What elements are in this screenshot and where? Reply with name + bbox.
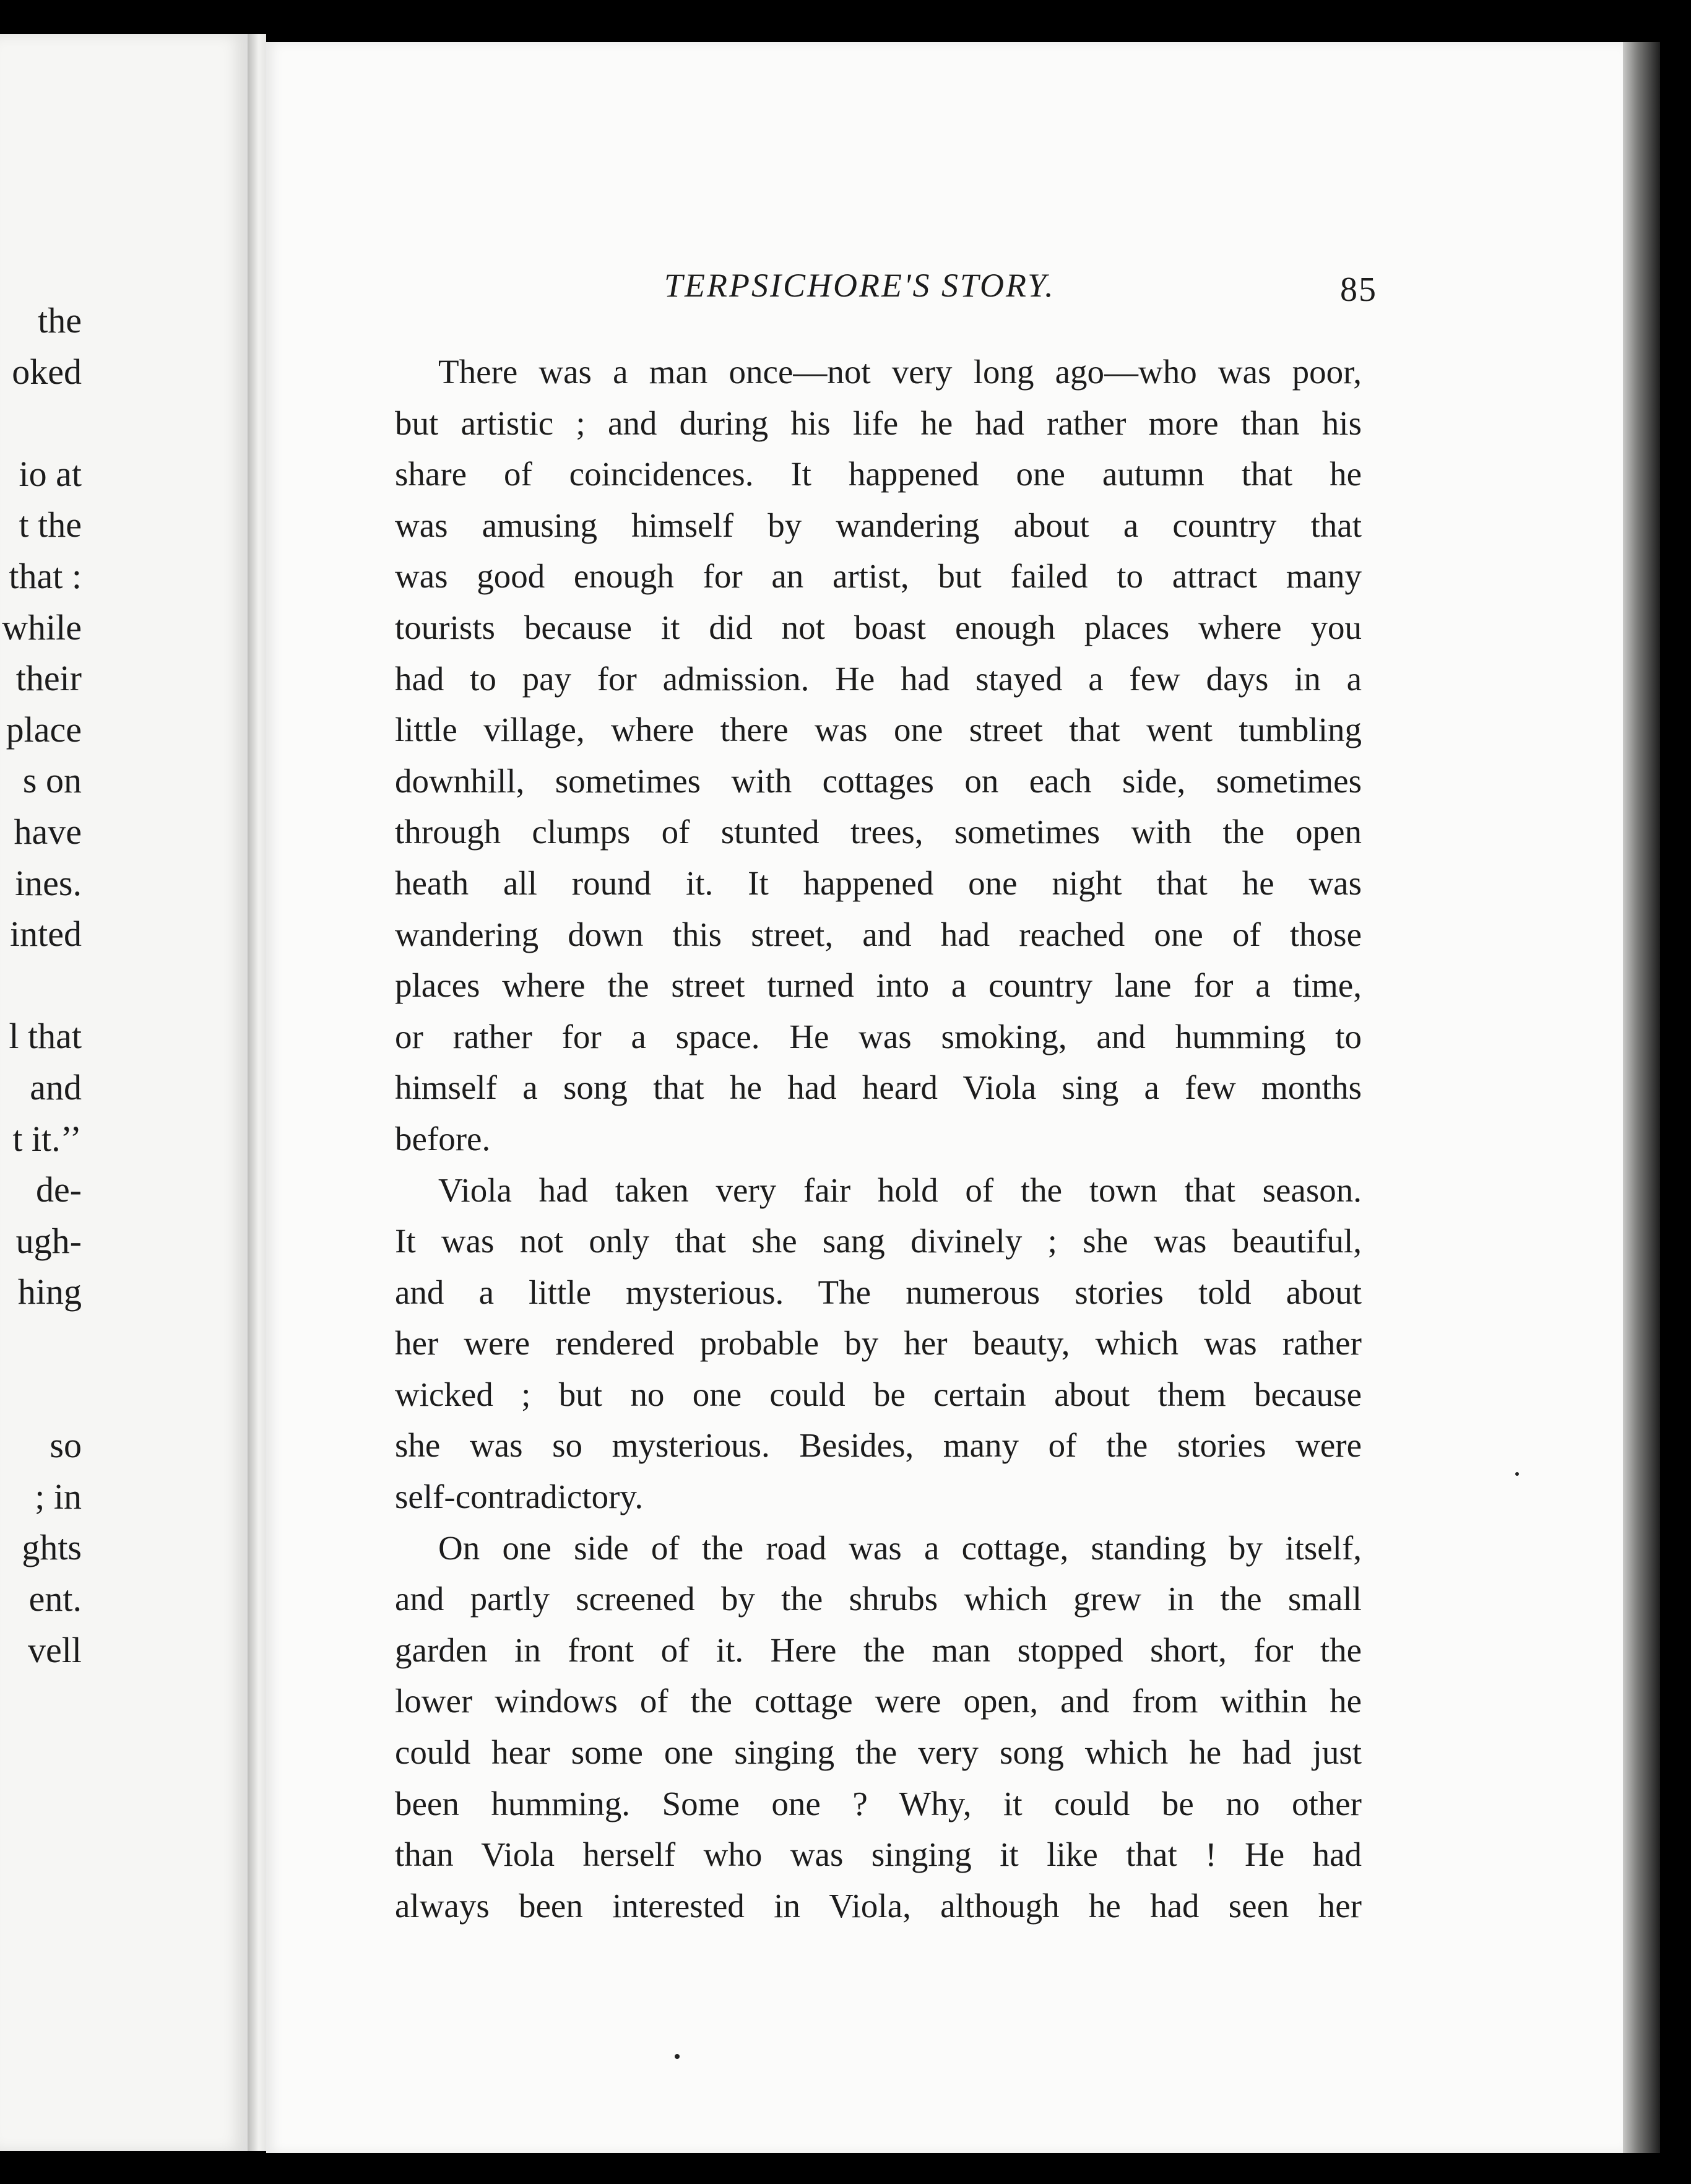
page-number: 85	[1340, 271, 1377, 309]
left-page-line: t the	[19, 505, 82, 545]
paper-speck	[675, 2054, 680, 2059]
text-line: before.	[395, 1119, 491, 1158]
text-line: On one side of the road was a cottage, standing by itself,	[438, 1528, 1362, 1567]
left-page-line: ugh-	[15, 1220, 82, 1261]
text-line: her were rendered probable by her beauty, which was rather	[395, 1324, 1362, 1363]
left-page-line: vell	[28, 1629, 82, 1670]
text-line: but artistic ; and during his life he had rather more than his	[395, 404, 1362, 442]
running-title: TERPSICHORE'S STORY.	[664, 267, 1055, 304]
page-edge	[1623, 42, 1660, 2153]
text-line: wicked ; but no one could be certain about them because	[395, 1375, 1362, 1413]
text-line: and partly screened by the shrubs which grew in the small	[395, 1580, 1362, 1618]
running-head	[266, 266, 1623, 316]
left-page-line: hing	[17, 1272, 82, 1312]
left-page	[0, 34, 251, 2151]
left-page-line: t it.’’	[12, 1118, 82, 1159]
left-page-line: oked	[12, 351, 82, 392]
text-line: was amusing himself by wandering about a country that	[395, 506, 1362, 544]
text-line: downhill, sometimes with cottages on each side, sometimes	[395, 761, 1362, 800]
text-line: she was so mysterious. Besides, many of the stories were	[395, 1426, 1362, 1465]
text-line: tourists because it did not boast enough places where you	[395, 608, 1362, 646]
text-line: had to pay for admission. He had stayed a few days in a	[395, 659, 1362, 698]
left-page-line: place	[6, 709, 82, 750]
left-page-line: s on	[22, 760, 82, 801]
text-line: It was not only that she sang divinely ; she was beautiful,	[395, 1222, 1362, 1260]
left-page-line: ghts	[22, 1527, 82, 1568]
left-page-line: ; in	[35, 1476, 82, 1517]
text-line: Viola had taken very fair hold of the town that season.	[438, 1171, 1362, 1209]
text-line: could hear some one singing the very song which he had just	[395, 1733, 1362, 1772]
text-line: been humming. Some one ? Why, it could be no other	[395, 1784, 1362, 1822]
text-line: was good enough for an artist, but failed to attract many	[395, 557, 1362, 596]
text-line: always been interested in Viola, although he had seen her	[395, 1886, 1362, 1925]
left-page-line: that :	[9, 556, 82, 596]
text-line: than Viola herself who was singing it like that ! He had	[395, 1835, 1362, 1874]
text-line: through clumps of stunted trees, sometimes with the open	[395, 813, 1362, 851]
left-page-line: io at	[19, 453, 82, 494]
left-page-line: so	[50, 1425, 82, 1466]
left-page-line: have	[14, 812, 82, 852]
text-line: lower windows of the cottage were open, and from within he	[395, 1682, 1362, 1720]
left-page-line: inted	[10, 914, 82, 955]
paper-speck	[1515, 1472, 1519, 1476]
left-page-line: ines.	[15, 862, 82, 903]
text-line: places where the street turned into a country lane for a time,	[395, 966, 1362, 1005]
text-line: and a little mysterious. The numerous stories told about	[395, 1273, 1362, 1311]
left-page-line: their	[15, 658, 82, 699]
left-page-line: the	[38, 300, 82, 340]
text-line: himself a song that he had heard Viola sing a few months	[395, 1068, 1362, 1107]
text-line: share of coincidences. It happened one autumn that he	[395, 455, 1362, 493]
text-line: wandering down this street, and had reached one of those	[395, 915, 1362, 953]
left-page-line: ent.	[28, 1579, 82, 1619]
right-page	[266, 42, 1623, 2153]
body-text	[395, 347, 1362, 1931]
left-page-line: l that	[9, 1016, 82, 1057]
text-line: heath all round it. It happened one night that he was	[395, 864, 1362, 902]
left-page-line: de-	[35, 1169, 82, 1210]
left-page-line: and	[30, 1067, 82, 1107]
book-gutter	[248, 34, 266, 2151]
text-line: There was a man once—not very long ago—who was poor,	[438, 353, 1362, 391]
text-line: little village, where there was one street that went tumbling	[395, 711, 1362, 749]
left-page-line: while	[2, 607, 82, 648]
text-line: self-contradictory.	[395, 1478, 644, 1516]
text-line: or rather for a space. He was smoking, and humming to	[395, 1017, 1362, 1055]
text-line: garden in front of it. Here the man stopped short, for the	[395, 1631, 1362, 1669]
